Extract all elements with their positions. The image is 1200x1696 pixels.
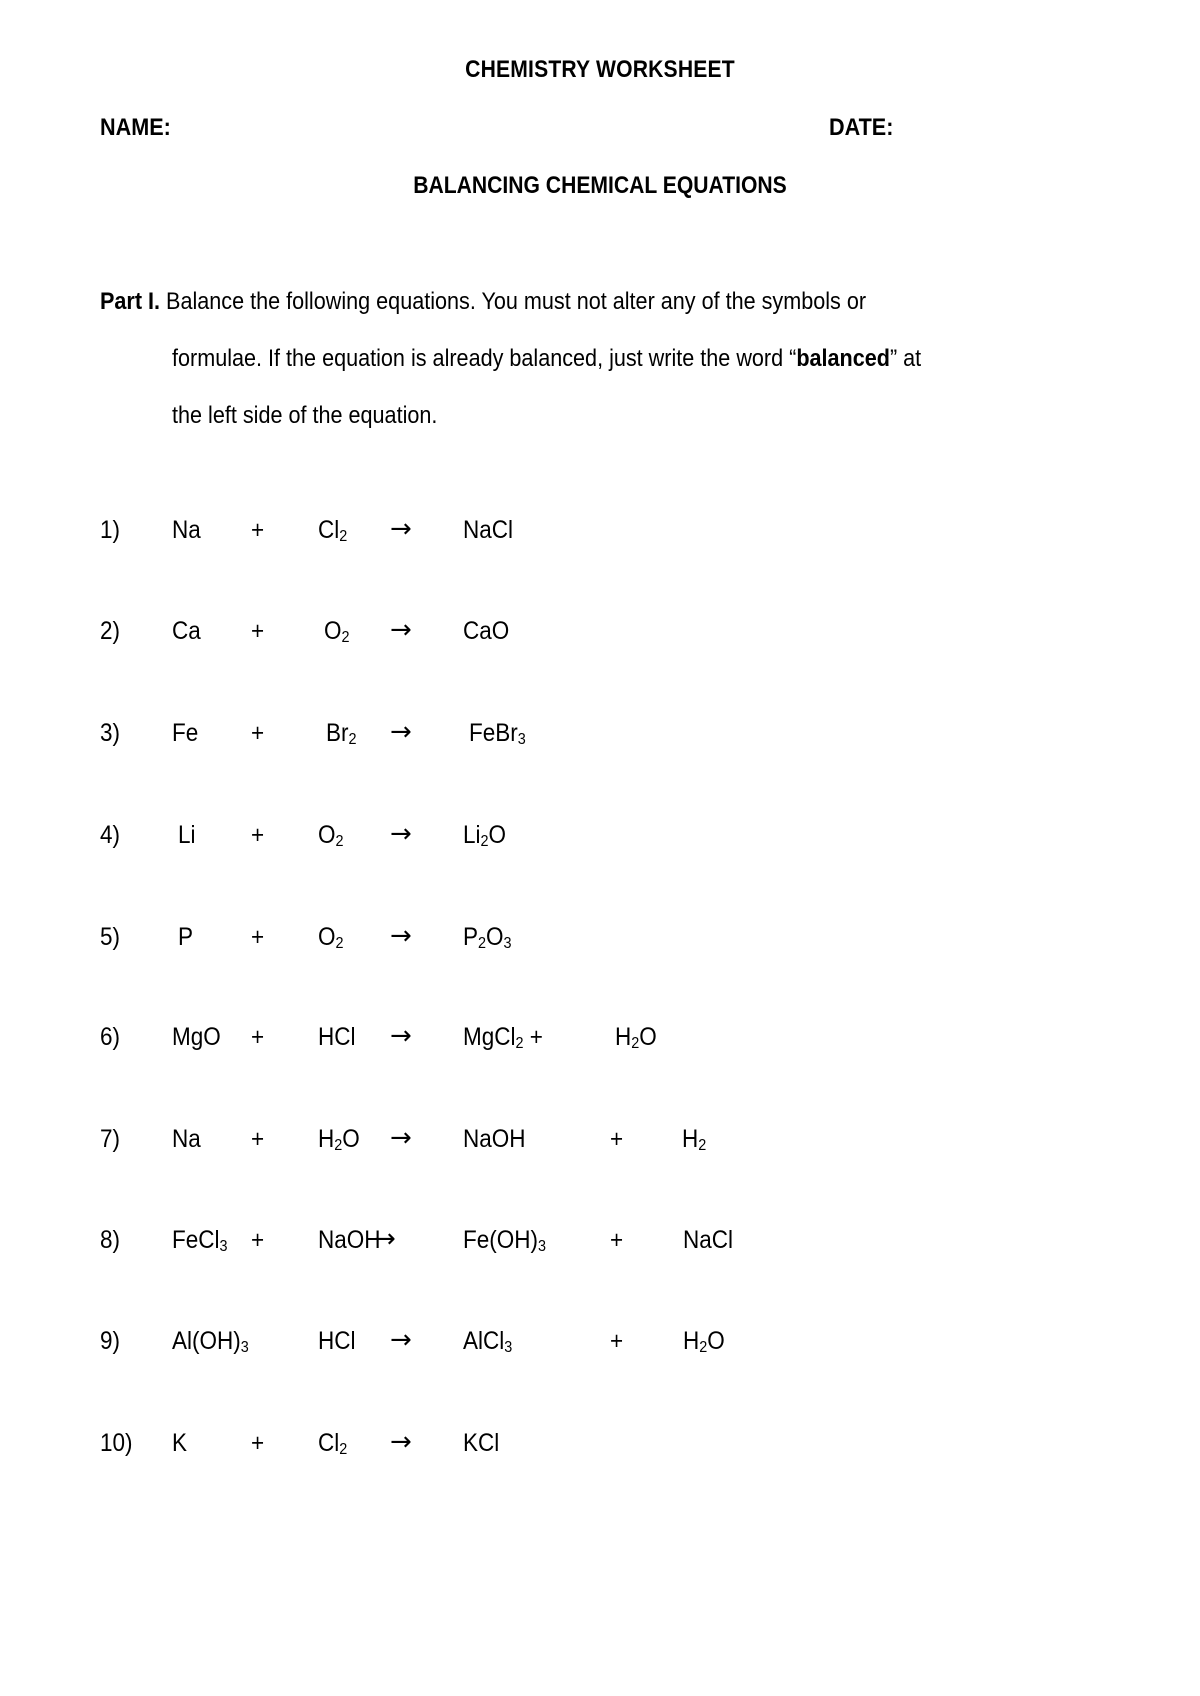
- instructions-line-2: [172, 345, 921, 373]
- equation-arrow: →: [390, 921, 412, 951]
- equation-arrow: →: [390, 615, 412, 645]
- instructions-text-2a: formulae. If the equation is already balanced, just write the word “: [172, 345, 797, 372]
- equation-row: [0, 1226, 1200, 1266]
- page-title: CHEMISTRY WORKSHEET: [465, 56, 735, 83]
- equation-prod1: NaOH: [463, 1125, 526, 1153]
- equation-num: 2): [100, 617, 121, 645]
- equation-p1: +: [251, 1023, 265, 1051]
- equation-prod1: KCl: [463, 1429, 500, 1457]
- equation-prod1: FeBr$_3$: [469, 719, 526, 748]
- equation-row: [0, 617, 1200, 657]
- equation-prod1: AlCl$_3$: [463, 1327, 513, 1356]
- equation-r2: $Br_2$: [326, 719, 357, 748]
- equation-num: 1): [100, 516, 121, 544]
- equation-r2: $O_2$: [324, 617, 350, 646]
- equation-r1: MgO: [172, 1023, 221, 1051]
- equation-row: [0, 719, 1200, 759]
- equation-r2: $Cl_2$: [318, 516, 348, 545]
- equation-arrow: →: [390, 1325, 412, 1355]
- part-label: Part I.: [100, 288, 161, 315]
- equation-num: 5): [100, 923, 121, 951]
- equation-row: [0, 923, 1200, 963]
- equation-num: 3): [100, 719, 121, 747]
- equation-row: [0, 516, 1200, 556]
- equation-r1: Na: [172, 1125, 201, 1153]
- equation-prod1: NaCl: [463, 516, 514, 544]
- equation-p1: +: [251, 1125, 265, 1153]
- equation-r1: Li: [178, 821, 196, 849]
- equation-arrow: →: [390, 717, 412, 747]
- instructions-text-2b: ” at: [889, 345, 922, 372]
- equation-prod1: $P_2O_3$: [463, 923, 512, 952]
- equation-r2: HCl: [318, 1023, 356, 1051]
- equation-p1: +: [251, 821, 265, 849]
- equation-prod2: NaCl: [683, 1226, 734, 1254]
- balanced-word: balanced: [796, 345, 890, 372]
- equation-r2: $O_2$: [318, 923, 344, 952]
- equation-arrow: →: [390, 1427, 412, 1457]
- equation-r2: HCl: [318, 1327, 356, 1355]
- equation-arrow: →: [374, 1224, 396, 1254]
- equation-r1: P: [178, 923, 194, 951]
- equation-p1: +: [251, 923, 265, 951]
- equation-num: 4): [100, 821, 121, 849]
- equation-r1: Na: [172, 516, 201, 544]
- equation-arrow: →: [390, 819, 412, 849]
- equation-row: [0, 1125, 1200, 1165]
- worksheet-subtitle: BALANCING CHEMICAL EQUATIONS: [413, 172, 787, 199]
- equation-row: [0, 1429, 1200, 1469]
- equation-r1: K: [172, 1429, 188, 1457]
- equation-num: 8): [100, 1226, 121, 1254]
- equation-prod1: $Fe(OH)_3$: [463, 1226, 547, 1255]
- equation-num: 10): [100, 1429, 133, 1457]
- equation-p1: +: [251, 516, 265, 544]
- equation-prod2: $H_2O$: [683, 1327, 725, 1356]
- equation-p1: +: [251, 719, 265, 747]
- equation-arrow: →: [390, 1021, 412, 1051]
- equation-p2: +: [610, 1327, 624, 1355]
- equation-r2: $O_2$: [318, 821, 344, 850]
- equation-r2: NaOH: [318, 1226, 381, 1254]
- equation-r2: $H_2O$: [318, 1125, 360, 1154]
- equation-p1: +: [251, 1429, 265, 1457]
- instructions-line-1: [100, 288, 866, 316]
- equation-arrow: →: [390, 1123, 412, 1153]
- equation-p2: +: [610, 1125, 624, 1153]
- equation-row: [0, 1023, 1200, 1063]
- equation-p1: +: [251, 1226, 265, 1254]
- equation-prod2: $H_2$: [682, 1125, 707, 1154]
- equation-prod1: $Li_2O$: [463, 821, 507, 850]
- instructions-text-1: Balance the following equations. You must not alter any of the symbols or: [160, 288, 867, 315]
- equation-prod2: $H_2O$: [615, 1023, 657, 1052]
- equation-r1: FeCl$_3$: [172, 1226, 228, 1255]
- date-label: DATE:: [829, 114, 894, 141]
- equation-num: 9): [100, 1327, 121, 1355]
- equation-r1: $Al(OH)_3$: [172, 1327, 249, 1356]
- equation-r1: Ca: [172, 617, 201, 645]
- equation-num: 6): [100, 1023, 121, 1051]
- equation-p2: +: [610, 1226, 624, 1254]
- instructions-line-3: the left side of the equation.: [172, 402, 438, 429]
- name-label: NAME:: [100, 114, 171, 141]
- equation-num: 7): [100, 1125, 121, 1153]
- equation-r2: $Cl_2$: [318, 1429, 348, 1458]
- equation-prod1: MgCl$_2$ +: [463, 1023, 543, 1052]
- equation-prod1: CaO: [463, 617, 510, 645]
- equation-row: [0, 821, 1200, 861]
- equation-arrow: →: [390, 514, 412, 544]
- equation-r1: Fe: [172, 719, 199, 747]
- equation-row: [0, 1327, 1200, 1367]
- equation-p1: +: [251, 617, 265, 645]
